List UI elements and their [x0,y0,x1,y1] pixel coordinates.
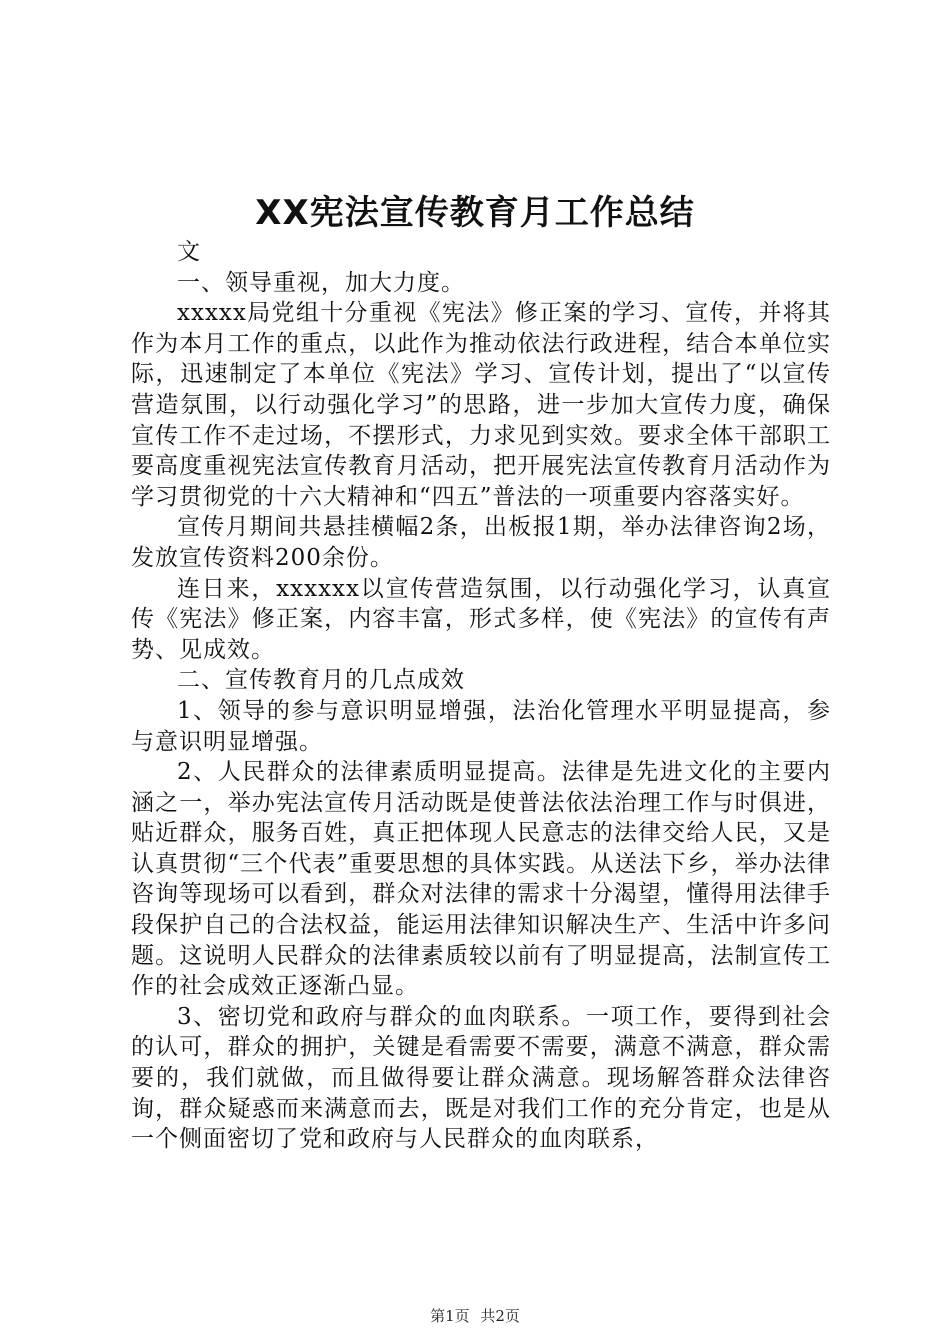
section-heading-2: 二、宣传教育月的几点成效 [177,667,465,694]
paragraph: 宣传月期间共悬挂横幅2条，出板报1期，举办法律咨询2场，发放宣传资料200余份。 [131,514,831,571]
document-title: XX宪法宣传教育月工作总结 [255,193,695,233]
page-number: 第1页 [430,1307,470,1325]
document-body [131,237,831,1155]
paragraph-intro: 文 [177,239,201,265]
page-footer [0,1305,950,1326]
paragraph: xxxxx局党组十分重视《宪法》修正案的学习、宣传，并将其作为本月工作的重点，以此作为推动依法行政进程，结合本单位实际，迅速制定了本单位《宪法》学习、宣传计划，提出了“以宣传营造氛围，以行动强化学习”的思路，进一步加大宣传力度，确保宣传工作不走过场，不摆形式，力求见到实效。要求全体干部职工要高度重视宪法宣传教育月活动，把开展宪法宣传教育月活动作为学习贯彻党的十六大精神和“四五”普法的一项重要内容落实好。 [131,300,831,510]
paragraph: 2、人民群众的法律素质明显提高。法律是先进文化的主要内涵之一，举办宪法宣传月活动既是使普法依法治理工作与时俱进，贴近群众，服务百姓，真正把体现人民意志的法律交给人民，又是认真贯彻“三个代表”重要思想的具体实践。从送法下乡，举办法律咨询等现场可以看到，群众对法律的需求十分渴望，懂得用法律手段保护自己的合法权益，能运用法律知识解决生产、生活中许多问题。这说明人民群众的法律素质较以前有了明显提高，法制宣传工作的社会成效正逐渐凸显。 [131,759,831,1000]
page-total: 共2页 [480,1307,520,1325]
paragraph: 1、领导的参与意识明显增强，法治化管理水平明显提高，参与意识明显增强。 [131,697,831,755]
paragraph: 3、密切党和政府与群众的血肉联系。一项工作，要得到社会的认可，群众的拥护，关键是看需要不需要，满意不满意，群众需要的，我们就做，而且做得要让群众满意。现场解答群众法律咨询，群众疑惑而来满意而去，既是对我们工作的充分肯定，也是从一个侧面密切了党和政府与人民群众的血肉联系， [131,1003,831,1153]
paragraph: 连日来，xxxxxx以宣传营造氛围，以行动强化学习，认真宣传《宪法》修正案，内容丰富，形式多样，使《宪法》的宣传有声势、见成效。 [131,575,831,663]
section-heading-1: 一、领导重视，加大力度。 [177,269,465,296]
